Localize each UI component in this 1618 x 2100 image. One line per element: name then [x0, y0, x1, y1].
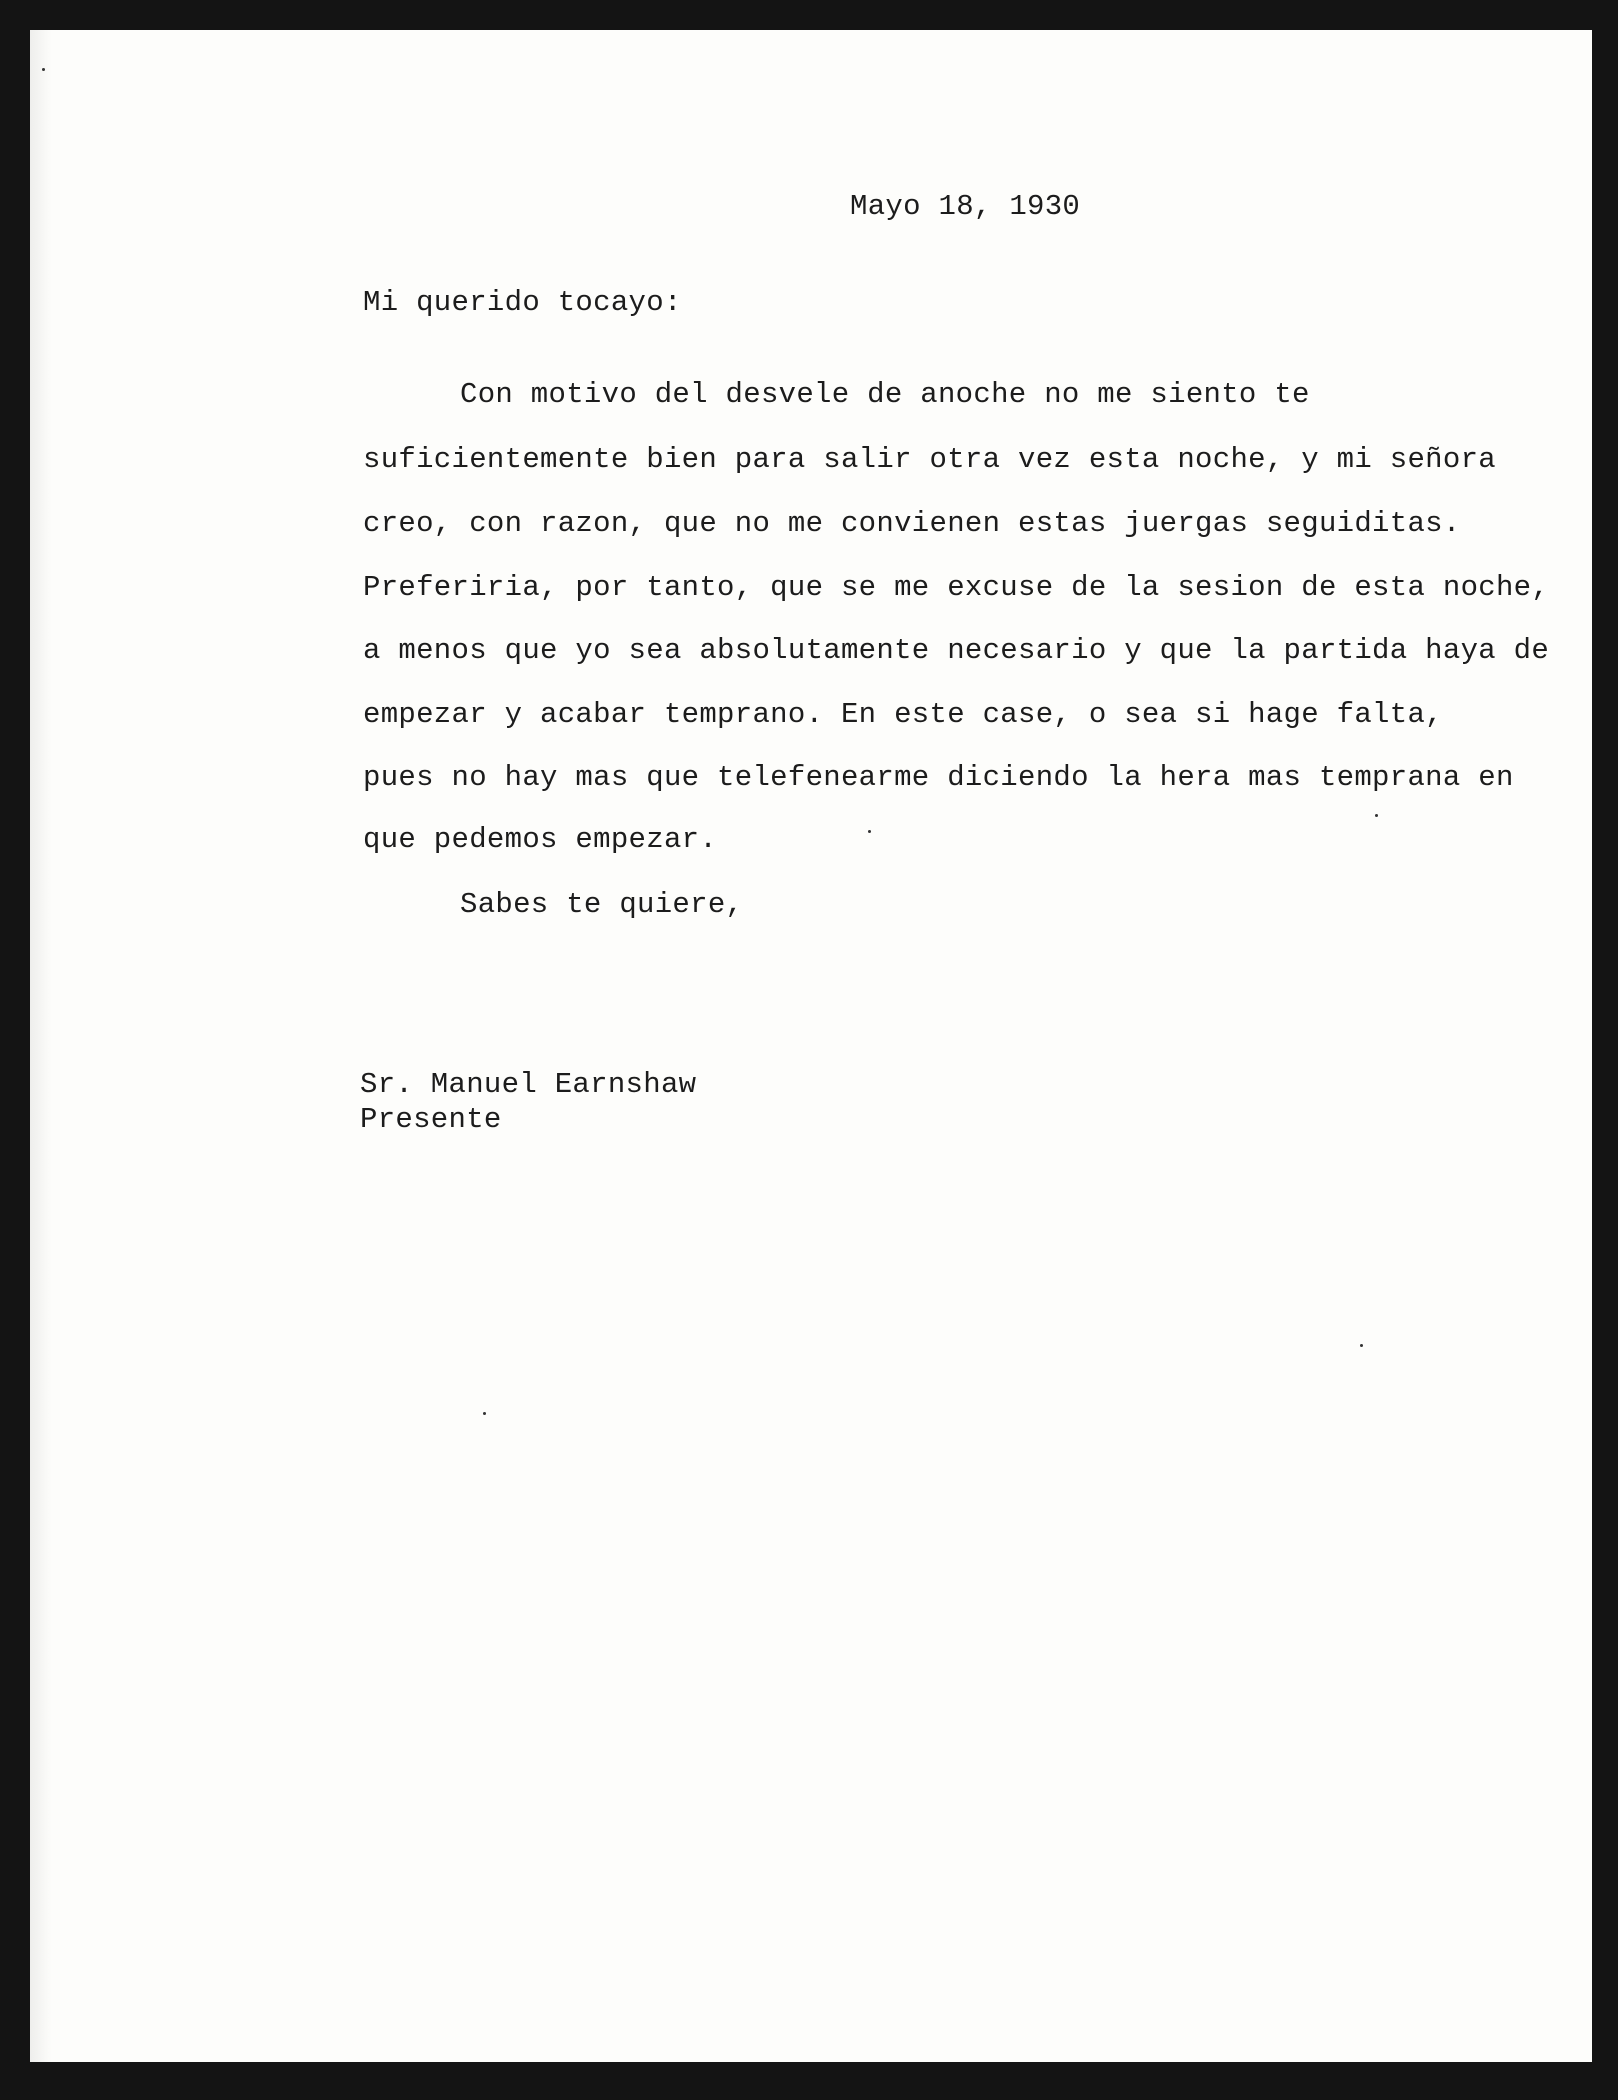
dust-speck: [1360, 1344, 1363, 1347]
letter-date: Mayo 18, 1930: [850, 190, 1081, 223]
letter-closing: Sabes te quiere,: [460, 888, 744, 921]
letter-salutation: Mi querido tocayo:: [363, 286, 682, 319]
body-line: empezar y acabar temprano. En este case, o sea si hage falta,: [363, 698, 1443, 731]
body-line: creo, con razon, que no me convienen estas juergas seguiditas.: [363, 507, 1461, 540]
letter-page: [30, 30, 1592, 2062]
dust-speck: [1375, 814, 1378, 817]
dust-speck: [868, 830, 871, 833]
body-line: suficientemente bien para salir otra vez esta noche, y mi señora: [363, 443, 1496, 476]
body-line: Preferiria, por tanto, que se me excuse de la sesion de esta noche,: [363, 571, 1550, 604]
addressee-name: Sr. Manuel Earnshaw: [360, 1068, 697, 1101]
body-line: que pedemos empezar.: [363, 823, 718, 856]
dust-speck: [483, 1412, 486, 1415]
page-edge-shadow: [30, 30, 52, 2062]
body-line: Con motivo del desvele de anoche no me siento te: [460, 378, 1310, 411]
dust-speck: [42, 68, 45, 71]
body-line: a menos que yo sea absolutamente necesario y que la partida haya de: [363, 634, 1550, 667]
addressee-location: Presente: [360, 1103, 502, 1136]
body-line: pues no hay mas que telefenearme diciendo la hera mas temprana en: [363, 761, 1514, 794]
